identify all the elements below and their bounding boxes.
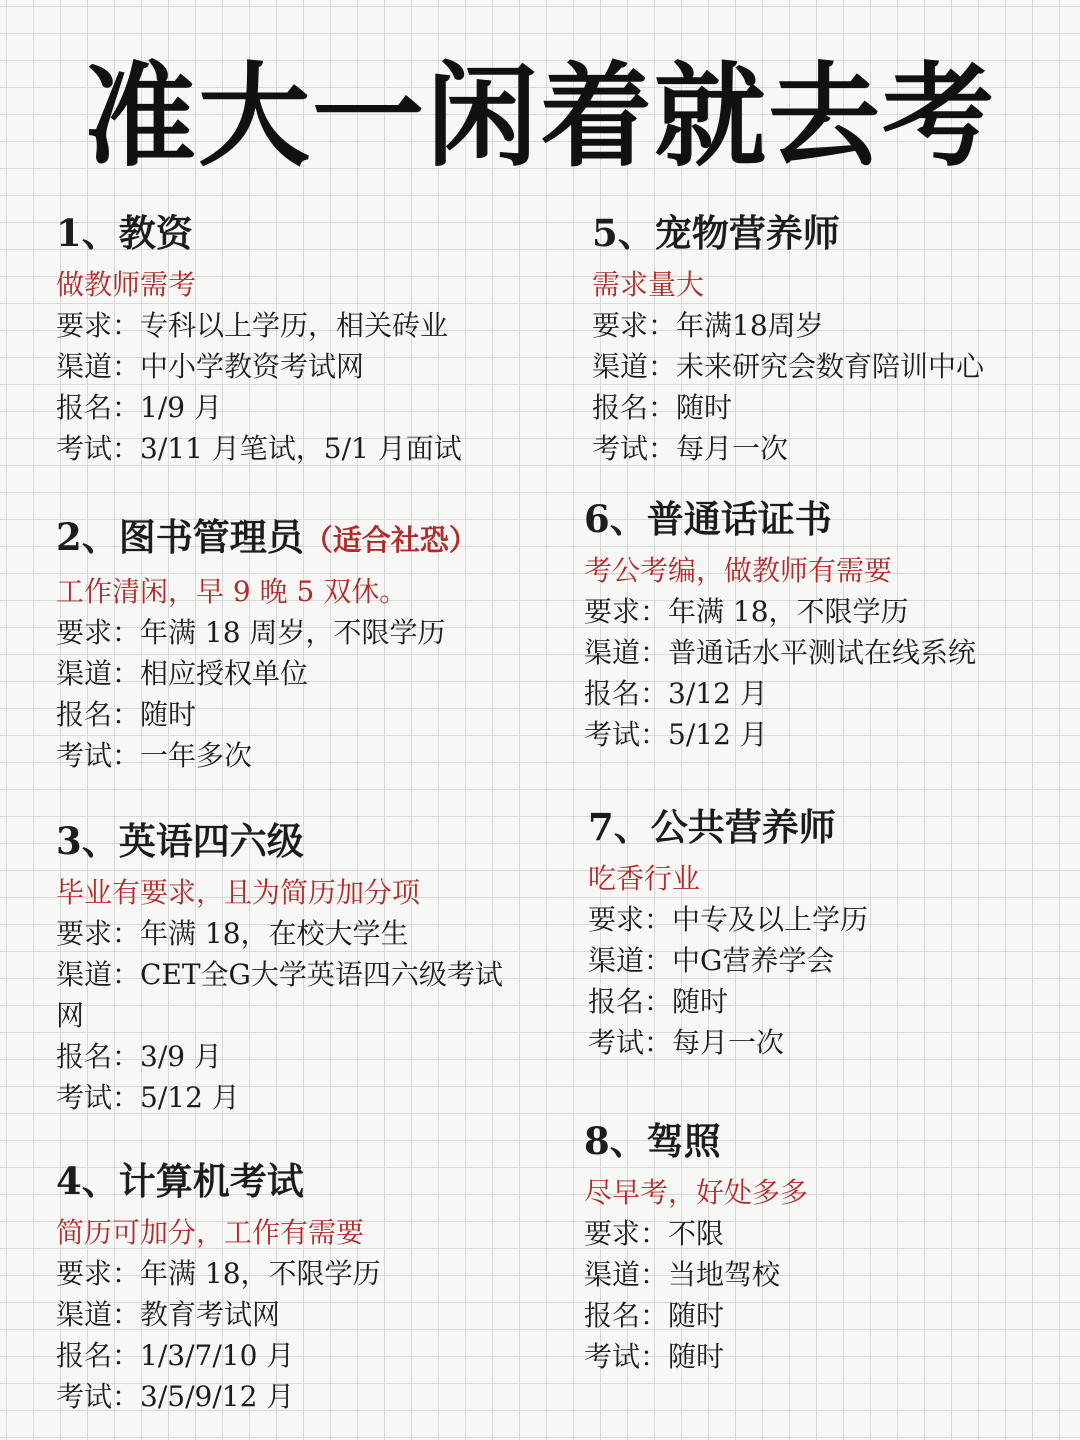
page-title: 准大一闲着就去考	[84, 52, 996, 182]
card-computer-exam	[56, 1158, 381, 1417]
row-channel: 渠道：相应授权单位	[56, 657, 309, 690]
row-registration: 报名：3/9 月	[56, 1040, 222, 1073]
row-registration: 报名：随时	[584, 1299, 725, 1332]
row-registration: 报名：1/9 月	[56, 391, 222, 424]
row-channel: 渠道：教育考试网	[56, 1298, 281, 1331]
card-title: 5、宠物营养师	[592, 211, 840, 255]
card-title: 1、教资	[56, 211, 193, 255]
row-requirement: 要求：年满 18，在校大学生	[56, 917, 409, 950]
row-exam: 考试：随时	[584, 1340, 725, 1373]
card-title: 7、公共营养师	[588, 805, 836, 849]
row-requirement: 要求：专科以上学历，相关砖业	[56, 309, 449, 342]
card-librarian	[56, 514, 478, 776]
card-title: 3、英语四六级	[56, 819, 304, 863]
card-subtitle: 需求量大	[592, 268, 705, 301]
card-tag: （适合社恐）	[303, 523, 478, 557]
row-registration: 报名：随时	[592, 391, 733, 424]
row-registration: 报名：1/3/7/10 月	[56, 1339, 295, 1372]
card-title: 4、计算机考试	[56, 1159, 304, 1203]
row-requirement: 要求：年满 18，不限学历	[56, 1257, 381, 1290]
row-exam: 考试：每月一次	[588, 1026, 785, 1059]
row-channel: 渠道：普通话水平测试在线系统	[584, 636, 977, 669]
card-subtitle: 做教师需考	[56, 268, 197, 301]
row-channel: 渠道：当地驾校	[584, 1258, 781, 1291]
row-exam: 考试：一年多次	[56, 739, 253, 772]
card-subtitle: 工作清闲，早 9 晚 5 双休。	[56, 575, 408, 608]
card-title: 8、驾照	[584, 1119, 721, 1163]
row-registration: 报名：3/12 月	[584, 677, 768, 710]
card-title: 6、普通话证书	[584, 497, 832, 541]
card-subtitle: 考公考编，做教师有需要	[584, 554, 893, 587]
row-exam: 考试：每月一次	[592, 432, 789, 465]
row-registration: 报名：随时	[588, 985, 729, 1018]
card-subtitle: 尽早考，好处多多	[584, 1176, 809, 1209]
row-requirement: 要求：年满 18 周岁，不限学历	[56, 616, 446, 649]
card-subtitle: 吃香行业	[588, 862, 701, 895]
card-cet	[56, 818, 506, 1118]
row-exam: 考试：5/12 月	[584, 718, 768, 751]
card-mandarin-cert	[584, 496, 976, 755]
row-registration: 报名：随时	[56, 698, 197, 731]
row-requirement: 要求：年满 18，不限学历	[584, 595, 909, 628]
row-requirement: 要求：中专及以上学历	[588, 903, 869, 936]
row-channel: 渠道：中小学教资考试网	[56, 350, 365, 383]
card-public-nutritionist	[588, 804, 868, 1063]
card-subtitle: 简历可加分，工作有需要	[56, 1216, 365, 1249]
row-exam: 考试：3/5/9/12 月	[56, 1380, 295, 1413]
card-subtitle: 毕业有要求，且为简历加分项	[56, 876, 421, 909]
row-requirement: 要求：不限	[584, 1217, 725, 1250]
card-title: 2、图书管理员（适合社恐）	[56, 515, 478, 559]
card-driver-license	[584, 1118, 808, 1377]
row-channel: 渠道：未来研究会数育陪训中心	[592, 350, 985, 383]
row-requirement: 要求：年满18周岁	[592, 309, 824, 342]
card-teacher-cert	[56, 210, 462, 469]
row-channel: 渠道：中G营养学会	[588, 944, 835, 977]
card-pet-nutritionist	[592, 210, 984, 469]
row-exam: 考试：5/12 月	[56, 1081, 240, 1114]
row-exam: 考试：3/11 月笔试，5/1 月面试	[56, 432, 462, 465]
row-channel: 渠道：CET全G大学英语四六级考试网	[56, 958, 503, 1032]
